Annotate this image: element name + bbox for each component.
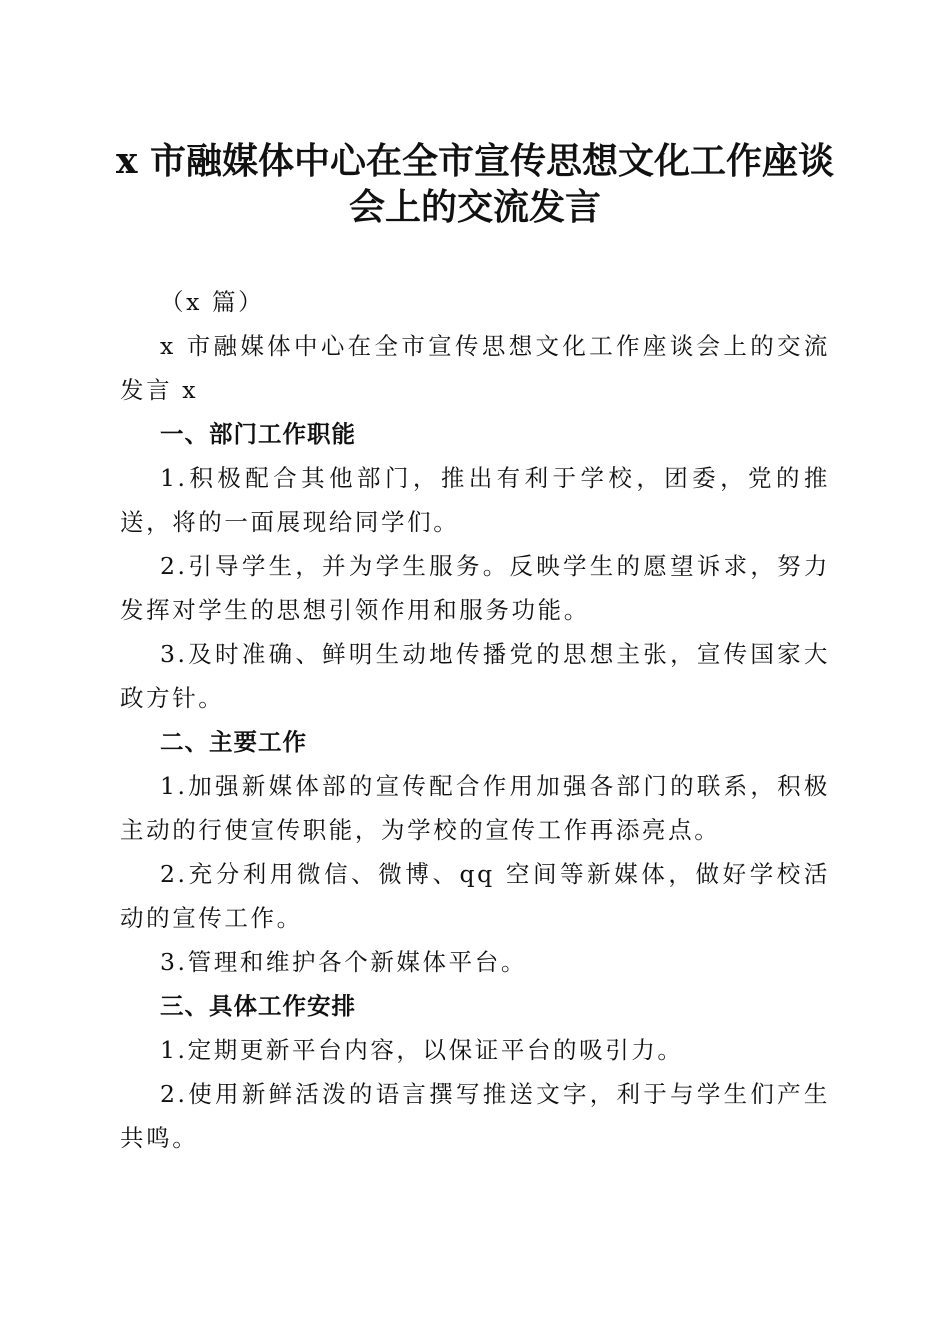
intro-paragraph: x 市融媒体中心在全市宣传思想文化工作座谈会上的交流发言 x — [120, 332, 830, 404]
list-item: 1.加强新媒体部的宣传配合作用加强各部门的联系，积极主动的行使宣传职能，为学校的宣传工作再添亮点。 — [120, 772, 830, 844]
document-body — [120, 280, 830, 1160]
list-item: 2.充分利用微信、微博、qq 空间等新媒体，做好学校活动的宣传工作。 — [120, 860, 830, 932]
document-title: x 市融媒体中心在全市宣传思想文化工作座谈会上的交流发言 — [116, 140, 834, 228]
list-item: 1.定期更新平台内容，以保证平台的吸引力。 — [160, 1036, 684, 1064]
list-item: 3.及时准确、鲜明生动地传播党的思想主张，宣传国家大政方针。 — [120, 640, 830, 712]
list-item: 1.积极配合其他部门，推出有利于学校，团委，党的推送，将的一面展现给同学们。 — [120, 464, 830, 536]
document-subtitle: （x 篇） — [160, 288, 265, 316]
section-heading-main-work: 二、主要工作 — [160, 728, 307, 756]
section-heading-arrangements: 三、具体工作安排 — [160, 992, 356, 1020]
list-item: 3.管理和维护各个新媒体平台。 — [160, 948, 527, 976]
section-heading-duties: 一、部门工作职能 — [160, 420, 356, 448]
list-item: 2.使用新鲜活泼的语言撰写推送文字，利于与学生们产生共鸣。 — [120, 1080, 830, 1152]
list-item: 2.引导学生，并为学生服务。反映学生的愿望诉求，努力发挥对学生的思想引领作用和服务功能。 — [120, 552, 830, 624]
